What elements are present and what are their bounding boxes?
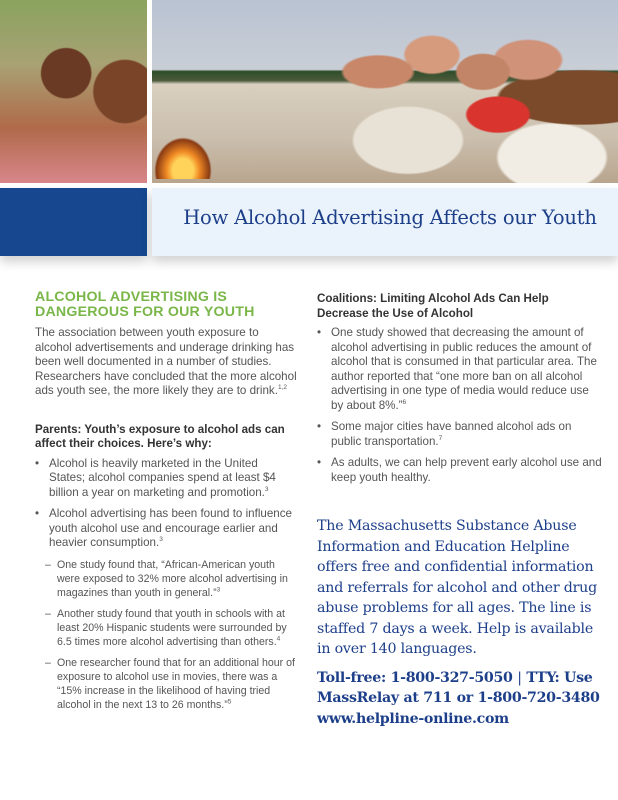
tollfree-number[interactable]: Toll-free: 1-800-327-5050 xyxy=(317,669,513,686)
intro-paragraph xyxy=(35,326,297,399)
list-item xyxy=(21,558,297,600)
studies-sub-list xyxy=(21,558,297,712)
blue-accent-block xyxy=(0,188,147,256)
bullet-text: Alcohol advertising has been found to influence youth alcohol use and encourage earlier and heavier consumption. xyxy=(49,507,292,549)
list-item xyxy=(317,326,602,413)
teens-group-graphic xyxy=(318,12,618,183)
list-item xyxy=(21,607,297,649)
footnote-ref: 6 xyxy=(402,398,407,406)
footnote-ref: 3 xyxy=(159,536,163,544)
sub-bullet-text: One researcher found that for an additional hour of exposure to alcohol use in movies, there was a “15% increase in the likelihood of having tried alcohol in the next 13 to 26 months.” xyxy=(57,656,295,711)
helpline-description: The Massachusetts Substance Abuse Information and Education Helpline offers free and confidential information and referrals for alcohol and other drug abuse problems for all ages. The line is staffed 7 days a week. Help is available in over 140 languages. xyxy=(317,518,597,657)
list-item xyxy=(317,420,602,449)
bullet-text: Alcohol is heavily marketed in the United States; alcohol companies spend at least $4 billion a year on marketing and promotion. xyxy=(49,456,276,499)
campfire-graphic xyxy=(154,137,212,179)
title-band xyxy=(152,188,618,256)
helpline-contact xyxy=(317,668,602,730)
list-item xyxy=(35,457,297,501)
sub-bullet-text: Another study found that youth in schools with at least 20% Hispanic students were surrounded by 6.5 times more alcohol advertising than others. xyxy=(57,607,287,648)
website-link[interactable]: www.helpline-online.com xyxy=(317,710,509,727)
tty-info[interactable]: TTY: Use MassRelay at 711 or 1-800-720-3480 xyxy=(317,669,600,706)
intro-text: The association between youth exposure to alcohol advertisements and underage drinking has been well documented in a number of studies. Researchers have concluded that the more alcohol ads youth see, the more likely they are to drink. xyxy=(35,326,297,397)
section-heading-danger: ALCOHOL ADVERTISING IS DANGEROUS FOR OUR YOUTH xyxy=(35,289,255,320)
parents-subheading: Parents: Youth’s exposure to alcohol ads can affect their choices. Here’s why: xyxy=(35,422,285,450)
footnote-ref: 5 xyxy=(227,697,232,705)
teens-campfire-photo xyxy=(152,0,618,183)
bullet-text: Some major cities have banned alcohol ads on public transportation. xyxy=(331,420,572,448)
separator: | xyxy=(517,669,522,686)
coalitions-subheading: Coalitions: Limiting Alcohol Ads Can Help Decrease the Use of Alcohol xyxy=(317,292,549,320)
footnote-ref: 3 xyxy=(264,485,269,493)
mother-son-photo xyxy=(0,0,147,183)
footnote-ref: 1,2 xyxy=(277,384,287,392)
bullet-text: One study showed that decreasing the amount of alcohol advertising in public reduces the amount of alcohol that is consumed in that particular area. The author reported that “one more ban on all alcohol advertising in one type of media would reduce use by about 8%.” xyxy=(331,326,597,412)
page-title: How Alcohol Advertising Affects our Youth xyxy=(183,206,597,229)
footnote-ref: 3 xyxy=(216,585,221,593)
list-item xyxy=(35,507,297,551)
list-item xyxy=(21,656,297,712)
bullet-text: As adults, we can help prevent early alcohol use and keep youth healthy. xyxy=(331,456,602,484)
right-column xyxy=(317,292,602,729)
footnote-ref: 4 xyxy=(276,634,281,642)
footnote-ref: 7 xyxy=(438,434,443,442)
left-column xyxy=(35,290,297,719)
sub-bullet-text: One study found that, “African-American youth were exposed to 32% more alcohol advertising in magazines than youth in general.” xyxy=(57,558,288,599)
list-item xyxy=(317,456,602,485)
coalitions-bullet-list xyxy=(317,326,602,485)
parents-bullet-list xyxy=(35,457,297,551)
